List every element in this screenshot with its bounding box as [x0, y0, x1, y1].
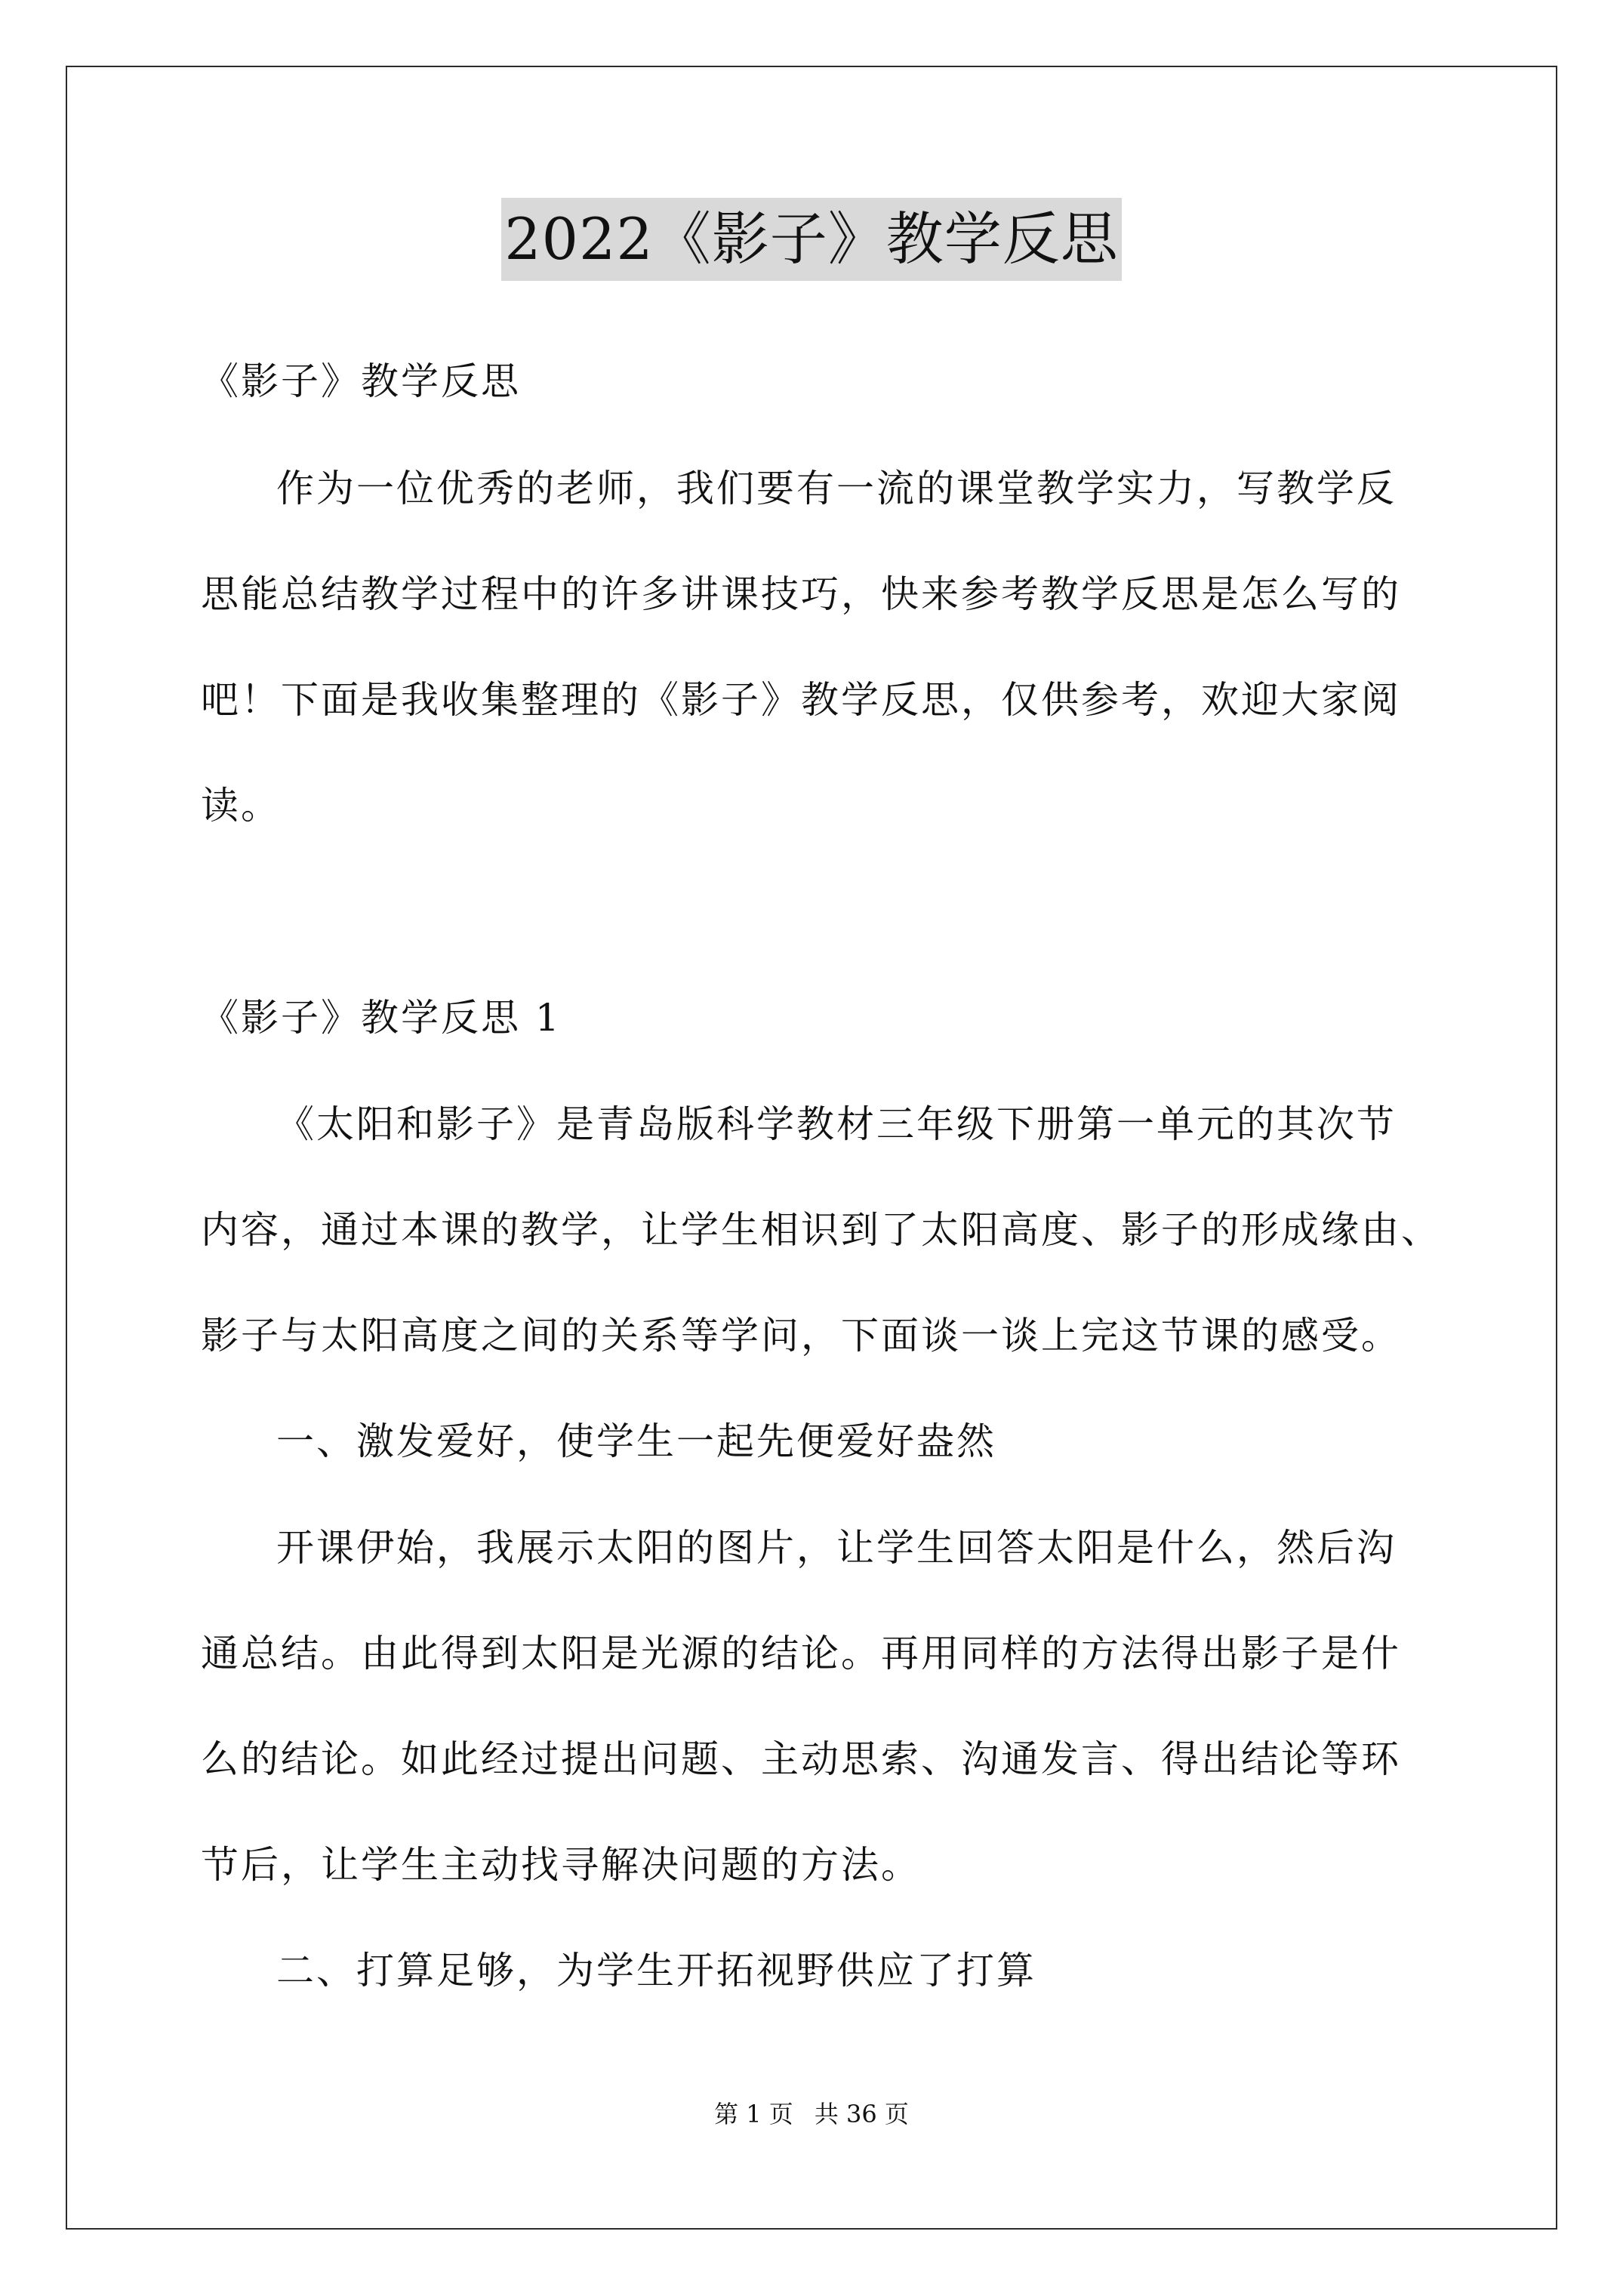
point2-heading: 二、打算足够，为学生开拓视野供应了打算	[276, 1949, 1036, 1992]
point1-line-4: 节后，让学生主动找寻解决问题的方法。	[201, 1843, 921, 1887]
intro-line-4: 读。	[201, 784, 281, 827]
page-number: 第 1 页	[714, 2100, 793, 2128]
document-subtitle: 《影子》教学反思	[201, 359, 521, 403]
section1-p1-line-3: 影子与太阳高度之间的关系等学问，下面谈一谈上完这节课的感受。	[201, 1314, 1401, 1358]
point1-line-3: 么的结论。如此经过提出问题、主动思索、沟通发言、得出结论等环	[201, 1737, 1401, 1781]
intro-line-1: 作为一位优秀的老师，我们要有一流的课堂教学实力，写教学反	[276, 467, 1397, 510]
point1-heading: 一、激发爱好，使学生一起先便爱好盎然	[276, 1419, 996, 1463]
point1-line-2: 通总结。由此得到太阳是光源的结论。再用同样的方法得出影子是什	[201, 1632, 1401, 1675]
intro-line-2: 思能总结教学过程中的许多讲课技巧，快来参考教学反思是怎么写的	[201, 572, 1401, 616]
section1-heading: 《影子》教学反思 1	[201, 996, 562, 1040]
section1-p1-line-1: 《太阳和影子》是青岛版科学教材三年级下册第一单元的其次节	[276, 1102, 1397, 1146]
intro-line-3: 吧！下面是我收集整理的《影子》教学反思，仅供参考，欢迎大家阅	[201, 678, 1401, 722]
document-title: 2022《影子》教学反思	[501, 198, 1121, 281]
section1-p1-line-2: 内容，通过本课的教学，让学生相识到了太阳高度、影子的形成缘由、	[201, 1208, 1441, 1252]
point1-line-1: 开课伊始，我展示太阳的图片，让学生回答太阳是什么，然后沟	[276, 1526, 1397, 1570]
page-total: 共 36 页	[814, 2100, 909, 2128]
title-wrap	[0, 198, 1623, 281]
page-footer	[0, 2099, 1623, 2129]
